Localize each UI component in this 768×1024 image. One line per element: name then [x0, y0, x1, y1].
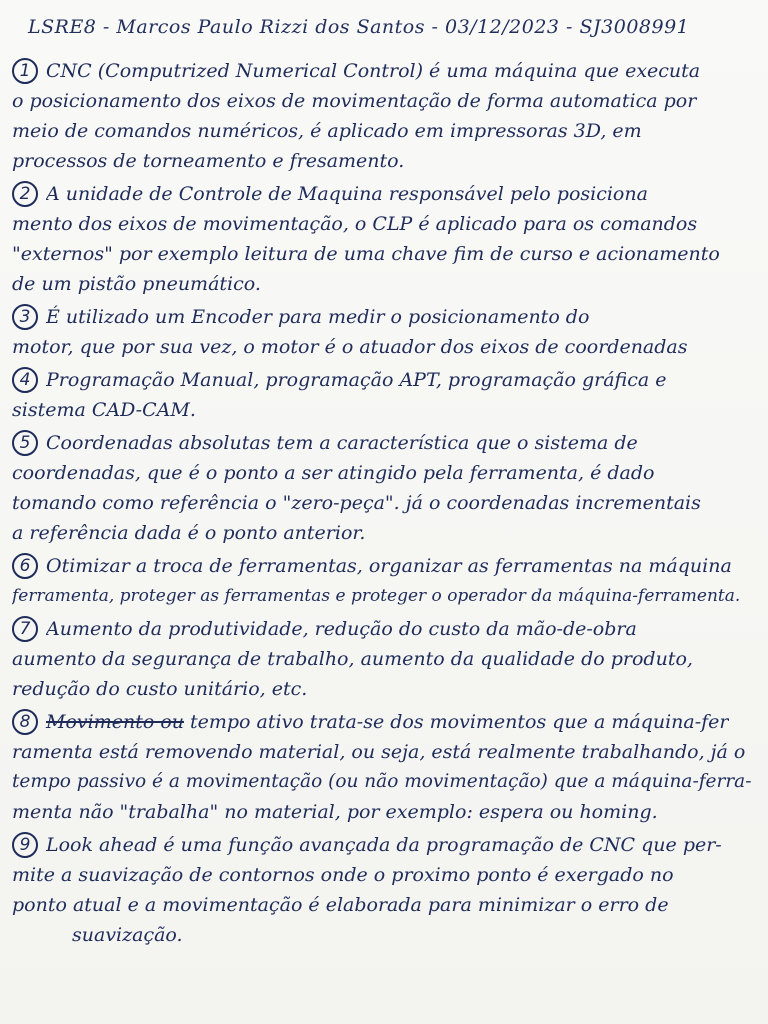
answer-text: Otimizar a troca de ferramentas, organizar as ferramentas na máquina [46, 555, 732, 577]
answer-4 [12, 365, 756, 425]
answer-number-badge: 9 [12, 832, 38, 858]
answer-number-badge: 1 [12, 58, 38, 84]
answer-line: a referência dada é o ponto anterior. [12, 522, 366, 544]
answer-line: suavização. [72, 924, 183, 946]
answer-text: tempo ativo trata-se dos movimentos que a máquina-fer [190, 711, 729, 733]
answer-first-line [12, 707, 756, 737]
answer-line: ramenta está removendo material, ou seja, está realmente trabalhando, já o [12, 741, 746, 763]
answer-5 [12, 428, 756, 548]
answer-text: Look ahead é uma função avançada da programação de CNC que per- [46, 834, 722, 856]
answer-first-line [12, 614, 756, 644]
answer-number-badge: 5 [12, 430, 38, 456]
answer-number-badge: 6 [12, 553, 38, 579]
answer-number-badge: 7 [12, 616, 38, 642]
answer-text: A unidade de Controle de Maquina responsável pelo posiciona [46, 183, 648, 205]
answer-line: coordenadas, que é o ponto a ser atingido pela ferramenta, é dado [12, 462, 655, 484]
answer-6 [12, 551, 756, 611]
answer-line: menta não "trabalha" no material, por exemplo: espera ou homing. [12, 801, 658, 823]
answer-line: aumento da segurança de trabalho, aumento da qualidade do produto, [12, 648, 693, 670]
answer-line: redução do custo unitário, etc. [12, 678, 308, 700]
struck-text: Movimento ou [46, 711, 184, 733]
answer-number-badge: 8 [12, 709, 38, 735]
page-header: LSRE8 - Marcos Paulo Rizzi dos Santos - 03/12/2023 - SJ3008991 [28, 16, 690, 38]
answer-3 [12, 302, 756, 362]
answer-line: meio de comandos numéricos, é aplicado em impressoras 3D, em [12, 120, 642, 142]
answer-line: de um pistão pneumático. [12, 273, 261, 295]
answer-first-line [12, 551, 756, 581]
answer-text: CNC (Computrized Numerical Control) é uma máquina que executa [46, 60, 701, 82]
answer-7 [12, 614, 756, 704]
answer-line: "externos" por exemplo leitura de uma chave fim de curso e acionamento [12, 243, 720, 265]
answer-2 [12, 179, 756, 299]
answer-first-line [12, 302, 756, 332]
answer-line: o posicionamento dos eixos de movimentação de forma automatica por [12, 90, 697, 112]
answers-list [12, 56, 756, 950]
answer-line: ponto atual e a movimentação é elaborada para minimizar o erro de [12, 894, 669, 916]
answer-first-line [12, 365, 756, 395]
answer-line: mento dos eixos de movimentação, o CLP é aplicado para os comandos [12, 213, 698, 235]
answer-line: tempo passivo é a movimentação (ou não movimentação) que a máquina-ferra- [12, 771, 752, 792]
answer-first-line [12, 830, 756, 860]
answer-line: mite a suavização de contornos onde o proximo ponto é exergado no [12, 864, 674, 886]
answer-number-badge: 4 [12, 367, 38, 393]
answer-text: Aumento da produtividade, redução do custo da mão-de-obra [46, 618, 637, 640]
answer-first-line [12, 56, 756, 86]
answer-number-badge: 2 [12, 181, 38, 207]
answer-number-badge: 3 [12, 304, 38, 330]
answer-9 [12, 830, 756, 950]
answer-first-line [12, 428, 756, 458]
answer-line: processos de torneamento e fresamento. [12, 150, 405, 172]
answer-line: motor, que por sua vez, o motor é o atuador dos eixos de coordenadas [12, 336, 688, 358]
answer-text: Coordenadas absolutas tem a característica que o sistema de [46, 432, 638, 454]
answer-line: tomando como referência o "zero-peça". já o coordenadas incrementais [12, 492, 701, 514]
answer-first-line [12, 179, 756, 209]
answer-text: Programação Manual, programação APT, programação gráfica e [46, 369, 667, 391]
answer-line: ferramenta, proteger as ferramentas e proteger o operador da máquina-ferramenta. [12, 586, 741, 606]
answer-line: sistema CAD-CAM. [12, 399, 196, 421]
answer-text: É utilizado um Encoder para medir o posicionamento do [46, 306, 590, 328]
answer-1 [12, 56, 756, 176]
answer-8 [12, 707, 756, 827]
